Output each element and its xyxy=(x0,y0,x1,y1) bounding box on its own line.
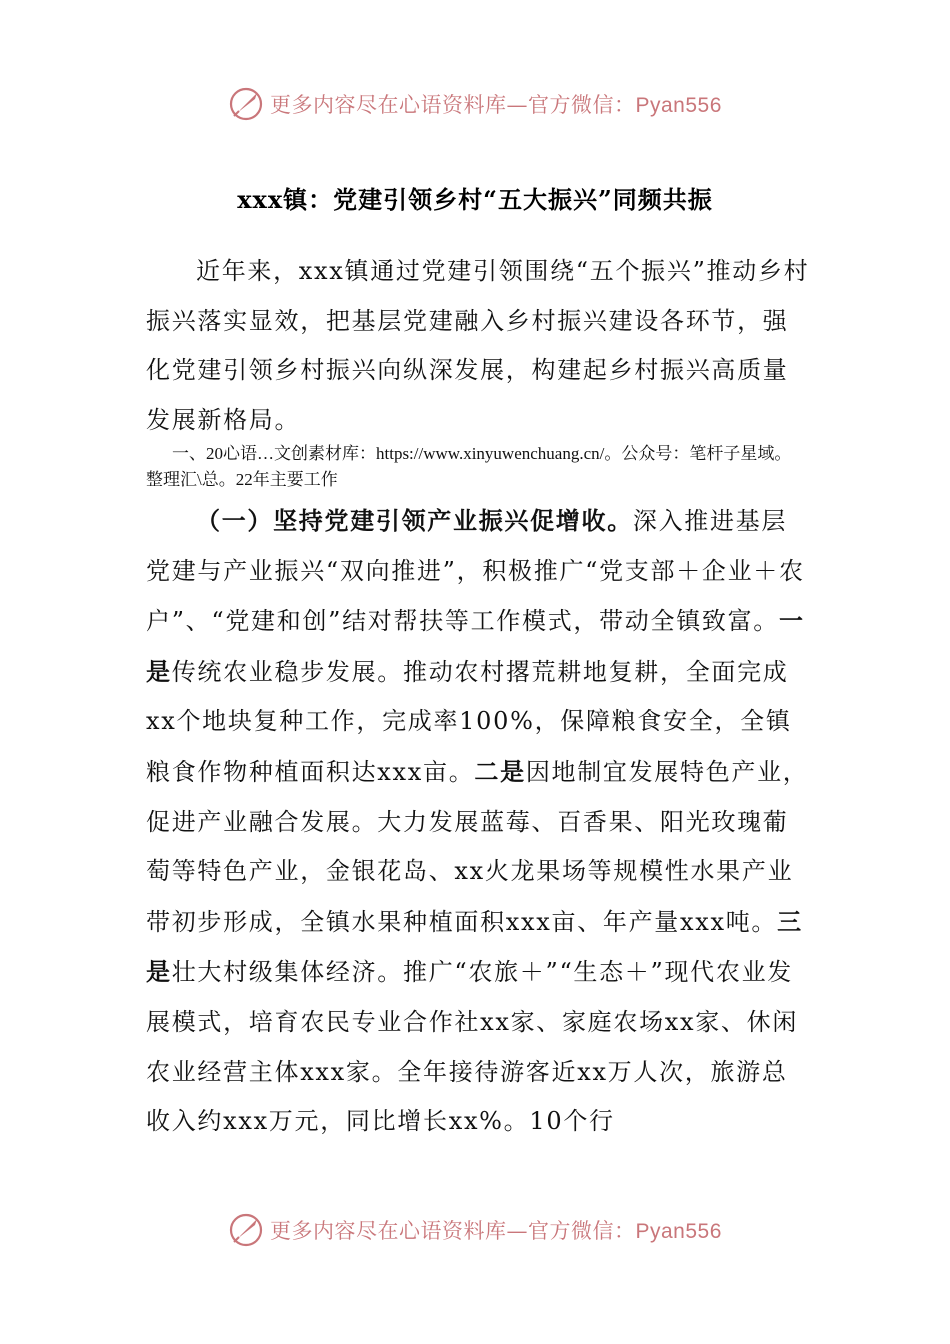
section-note: 一、20心语…文创素材库：https://www.xinyuwenchuang.cn/。公众号：笔杆子星域。整理汇\总。22年主要工作 xyxy=(146,444,792,489)
section-paragraph: （一）坚持党建引领产业振兴促增收。深入推进基层党建与产业振兴“双向推进”，积极推广“党支部＋企业＋农户”、“党建和创”结对帮扶等工作模式，带动全镇致富。一是传统农业稳步发展。推动农村撂荒耕地复耕，全面完成xx个地块复种工作，完成率100%，保障粮食安全，全镇粮食作物种植面积达xxx亩。二是因地制宜发展特色产业，促进产业融合发展。大力发展蓝莓、百香果、阳光玫瑰葡萄等特色产业，金银花岛、xx火龙果场等规模性水果产业带初步形成，全镇水果种植面积xxx亩、年产量xxx吨。三是壮大村级集体经济。推广“农旅＋”“生态＋”现代农业发展模式，培育农民专业合作社xx家、家庭农场xx家、休闲农业经营主体xxx家。全年接待游客近xx万人次，旅游总收入约xxx万元，同比增长xx%。10个行 xyxy=(146,506,809,1136)
point-one-label: 一是 xyxy=(146,606,805,686)
watermark-banner-bottom xyxy=(228,1208,748,1252)
intro-paragraph: 近年来，xxx镇通过党建引领围绕“五个振兴”推动乡村振兴落实显效，把基层党建融入乡村振兴建设各环节，强化党建引领乡村振兴向纵深发展，构建起乡村振兴高质量发展新格局。 xyxy=(146,257,810,434)
quill-logo-icon xyxy=(228,1212,264,1248)
document-title: xxx镇：党建引领乡村“五大振兴”同频共振 xyxy=(237,185,713,214)
paragraph-heading: （一）坚持党建引领产业振兴促增收。 xyxy=(196,506,633,535)
point-two-label: 二是 xyxy=(474,756,526,786)
point-three-label: 三是 xyxy=(146,906,803,987)
watermark-text: 更多内容尽在心语资料库—官方微信：Pyan556 xyxy=(270,1219,722,1243)
watermark-banner-top xyxy=(228,82,748,126)
quill-logo-icon xyxy=(228,86,264,122)
watermark-text: 更多内容尽在心语资料库—官方微信：Pyan556 xyxy=(270,93,722,117)
